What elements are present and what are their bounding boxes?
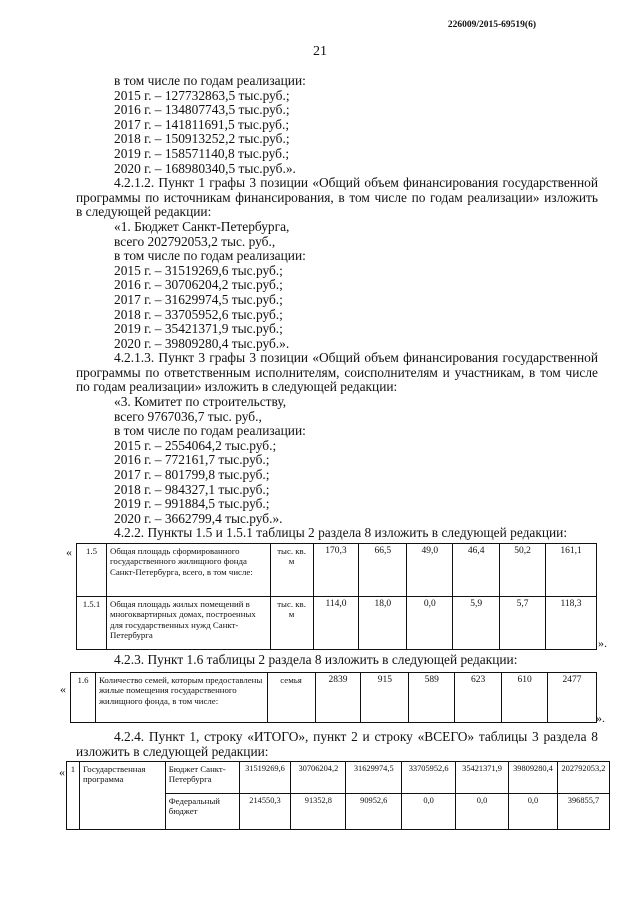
table-row xyxy=(77,544,597,597)
open-quote: « xyxy=(66,545,72,559)
funding-source: Федеральный бюджет xyxy=(165,794,239,830)
intro-year-line: 2016 г. – 134807743,5 тыс.руб.; xyxy=(114,102,290,118)
value-cell: 31629974,5 xyxy=(346,762,402,794)
year-line: 2017 г. – 31629974,5 тыс.руб.; xyxy=(114,291,283,307)
intro-year-line: 2020 г. – 168980340,5 тыс.руб.». xyxy=(114,160,296,176)
year-line: 2016 г. – 772161,7 тыс.руб.; xyxy=(114,452,270,468)
value-cell: 589 xyxy=(409,673,455,723)
value-cell: 33705952,6 xyxy=(402,762,456,794)
open-quote: « xyxy=(59,765,65,779)
item-name: Количество семей, которым предоставлены жилые помещения государственного жилищного фонда, в том числе: xyxy=(95,673,267,723)
close-quote: ». xyxy=(598,636,607,650)
paragraph-423: 4.2.3. Пункт 1.6 таблицы 2 раздела 8 изложить в следующей редакции: xyxy=(114,652,518,667)
unit-cell: тыс. кв. м xyxy=(270,544,313,597)
value-cell: 66,5 xyxy=(359,544,407,597)
value-cell: 610 xyxy=(502,673,548,723)
intro-year-line: 2015 г. – 127732863,5 тыс.руб.; xyxy=(114,87,290,103)
table-2-item-1-6 xyxy=(70,672,597,723)
item-name: Общая площадь сформированного государственного жилищного фонда Санкт-Петербурга, всего, в том числе: xyxy=(106,544,270,597)
value-cell: 170,3 xyxy=(313,544,359,597)
value-cell: 2839 xyxy=(315,673,361,723)
paragraph-4212-line: 4.2.1.2. Пункт 1 графы 3 позиции «Общий объем финансирования государственной xyxy=(114,175,598,191)
quote-line: «1. Бюджет Санкт-Петербурга, xyxy=(114,218,290,234)
value-cell: 0,0 xyxy=(407,597,453,650)
value-cell: 39809280,4 xyxy=(508,762,557,794)
value-cell: 114,0 xyxy=(313,597,359,650)
intro-heading: в том числе по годам реализации: xyxy=(114,73,306,88)
value-cell: 2477 xyxy=(548,673,597,723)
value-cell: 161,1 xyxy=(546,544,597,597)
quote-line: «3. Комитет по строительству, xyxy=(114,394,287,410)
paragraph-424-line: 4.2.4. Пункт 1, строку «ИТОГО», пункт 2 и строку «ВСЕГО» таблицы 3 раздела 8 xyxy=(114,729,598,744)
value-cell: 30706204,2 xyxy=(291,762,346,794)
paragraph-4212-line: программы по источникам финансирования, в том числе по годам реализации» изложить xyxy=(76,189,598,205)
year-line: 2020 г. – 3662799,4 тыс.руб.». xyxy=(114,510,283,526)
document-id: 226009/2015-69519(6) xyxy=(447,20,536,30)
paragraph-422: 4.2.2. Пункты 1.5 и 1.5.1 таблицы 2 раздела 8 изложить в следующей редакции: xyxy=(114,525,568,541)
item-number: 1.5 xyxy=(77,544,107,597)
table-2-items-1-5 xyxy=(76,543,597,650)
intro-year-line: 2019 г. – 158571140,8 тыс.руб.; xyxy=(114,145,290,161)
year-line: 2019 г. – 35421371,9 тыс.руб.; xyxy=(114,321,283,337)
program-name: Государственная программа xyxy=(79,762,165,830)
value-cell: 50,2 xyxy=(500,544,546,597)
value-cell: 623 xyxy=(455,673,502,723)
year-line: 2018 г. – 984327,1 тыс.руб.; xyxy=(114,481,270,497)
value-cell: 46,4 xyxy=(453,544,500,597)
paragraph-424 xyxy=(76,730,598,759)
paragraph-424-line: изложить в следующей редакции: xyxy=(76,743,269,759)
value-cell: 49,0 xyxy=(407,544,453,597)
item-number: 1 xyxy=(67,762,80,830)
value-cell: 90952,6 xyxy=(346,794,402,830)
quote-line: в том числе по годам реализации: xyxy=(114,248,306,264)
quote-line: всего 9767036,7 тыс. руб., xyxy=(114,408,262,424)
paragraph-4213-line: по годам реализации» изложить в следующей редакции: xyxy=(76,379,398,395)
year-line: 2017 г. – 801799,8 тыс.руб.; xyxy=(114,467,270,483)
year-line: 2018 г. – 33705952,6 тыс.руб.; xyxy=(114,306,283,322)
unit-cell: тыс. кв. м xyxy=(270,597,313,650)
year-line: 2016 г. – 30706204,2 тыс.руб.; xyxy=(114,277,283,293)
item-number: 1.5.1 xyxy=(77,597,107,650)
table-row xyxy=(77,597,597,650)
close-quote: ». xyxy=(596,711,605,725)
paragraph-4213-line: программы по ответственным исполнителям, соисполнителям и участникам, в том числе xyxy=(76,364,598,380)
value-cell: 0,0 xyxy=(456,794,509,830)
funding-source: Бюджет Санкт-Петербурга xyxy=(165,762,239,794)
value-cell: 214550,3 xyxy=(239,794,291,830)
value-cell: 0,0 xyxy=(402,794,456,830)
intro-year-line: 2017 г. – 141811691,5 тыс.руб.; xyxy=(114,116,290,132)
year-line: 2020 г. – 39809280,4 тыс.руб.». xyxy=(114,335,290,351)
value-cell: 18,0 xyxy=(359,597,407,650)
value-cell: 35421371,9 xyxy=(456,762,509,794)
year-line: 2015 г. – 31519269,6 тыс.руб.; xyxy=(114,262,283,278)
item-number: 1.6 xyxy=(71,673,96,723)
value-cell: 91352,8 xyxy=(291,794,346,830)
paragraph-4213-line: 4.2.1.3. Пункт 3 графы 3 позиции «Общий объем финансирования государственной xyxy=(114,350,598,366)
year-line: 2019 г. – 991884,5 тыс.руб.; xyxy=(114,496,270,512)
value-cell: 396855,7 xyxy=(557,794,609,830)
document-body xyxy=(76,74,598,541)
value-cell: 5,7 xyxy=(500,597,546,650)
paragraph-4212-line: в следующей редакции: xyxy=(76,204,212,220)
table-row xyxy=(67,762,610,794)
open-quote: « xyxy=(60,682,66,696)
year-line: 2015 г. – 2554064,2 тыс.руб.; xyxy=(114,437,277,453)
unit-cell: семья xyxy=(267,673,315,723)
table-row xyxy=(71,673,597,723)
value-cell: 5,9 xyxy=(453,597,500,650)
quote-line: всего 202792053,2 тыс. руб., xyxy=(114,233,276,249)
page-number: 21 xyxy=(313,44,327,59)
value-cell: 118,3 xyxy=(546,597,597,650)
value-cell: 31519269,6 xyxy=(239,762,291,794)
value-cell: 0,0 xyxy=(508,794,557,830)
intro-year-line: 2018 г. – 150913252,2 тыс.руб.; xyxy=(114,131,290,147)
value-cell: 915 xyxy=(361,673,409,723)
item-name: Общая площадь жилых помещений в многоквартирных домах, построенных для государственных нужд Санкт-Петербурга xyxy=(106,597,270,650)
quote-line: в том числе по годам реализации: xyxy=(114,423,306,439)
value-cell: 202792053,2 xyxy=(557,762,609,794)
table-3-financing xyxy=(66,761,610,830)
